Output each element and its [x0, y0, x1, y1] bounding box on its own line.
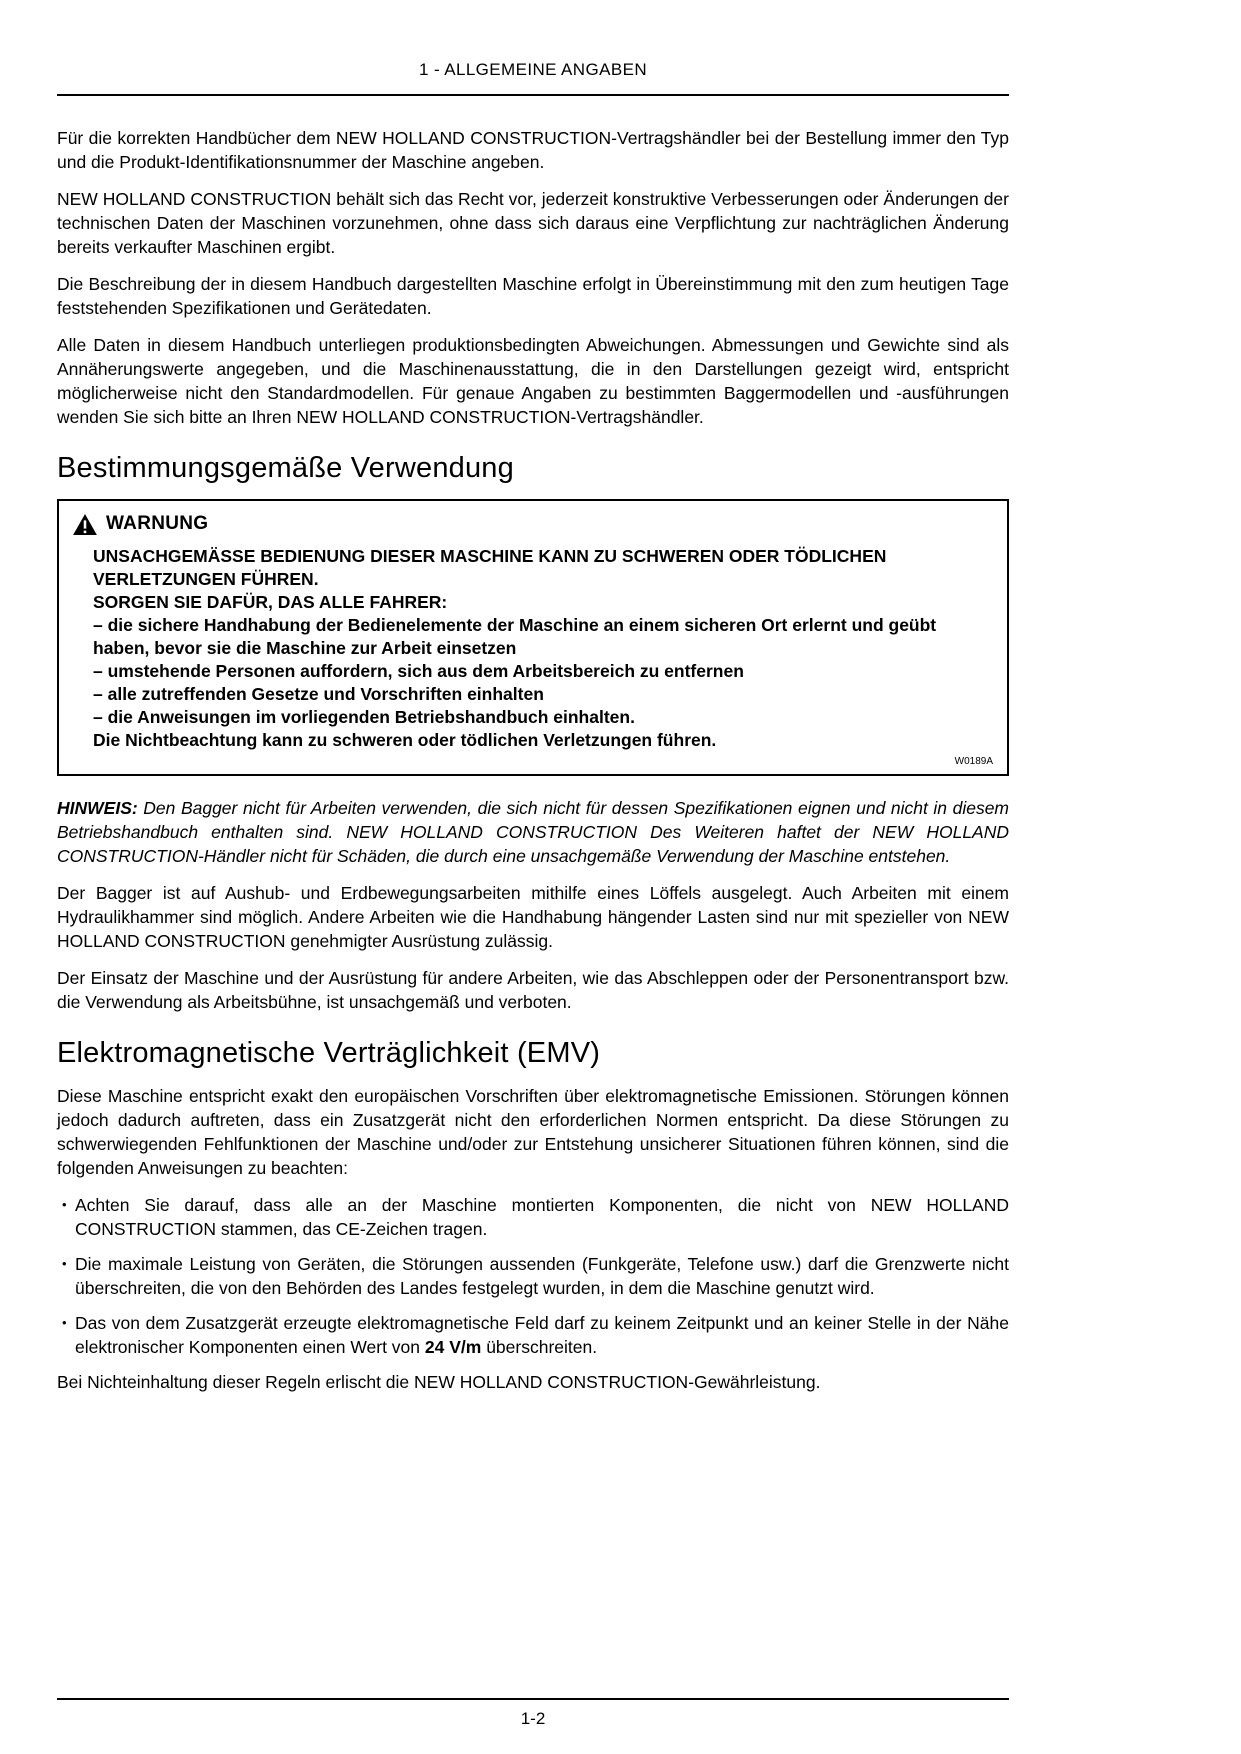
- page-content: [57, 96, 1009, 1394]
- warning-line: – umstehende Personen auffordern, sich aus dem Arbeitsbereich zu entfernen: [93, 661, 744, 681]
- note-paragraph: [57, 796, 1009, 868]
- intro-paragraph: Alle Daten in diesem Handbuch unterliegen produktionsbedingten Abweichungen. Abmessungen und Gewichte sind als Annäherungswerte angegeben, und die Maschinenausstattung, die in den Darstellungen gezeigt wird, entspricht möglicherweise nicht den Standardmodellen. Für genaue Angaben zu bestimmten Baggermodellen und -ausführungen wenden Sie sich bitte an Ihren NEW HOLLAND CONSTRUCTION-Vertragshändler.: [57, 335, 1009, 427]
- bullet-marker: •: [62, 1197, 67, 1212]
- emv-bullet-list: [57, 1193, 1009, 1359]
- footer-rule: [57, 1698, 1009, 1700]
- bullet-item: [57, 1311, 1009, 1359]
- bullet-text-post: überschreiten.: [481, 1337, 598, 1357]
- warning-line: Die Nichtbeachtung kann zu schweren oder tödlichen Verletzungen führen.: [93, 730, 717, 750]
- intro-paragraph: Für die korrekten Handbücher dem NEW HOLLAND CONSTRUCTION-Vertragshändler bei der Bestellung immer den Typ und die Produkt-Identifikationsnummer der Maschine angeben.: [57, 128, 1009, 172]
- warning-line: SORGEN SIE DAFÜR, DAS ALLE FAHRER:: [93, 592, 448, 612]
- bullet-text: [75, 1311, 1009, 1359]
- emv-intro-paragraph: Diese Maschine entspricht exakt den europäischen Vorschriften über elektromagnetische Emissionen. Störungen können jedoch dadurch auftreten, dass ein Zusatzgerät nicht den erforderlichen Normen entspricht. Da diese Störungen zu schwerwiegenden Fehlfunktionen der Maschine und/oder zur Entstehung unsicherer Situationen führen können, sind die folgenden Anweisungen zu beachten:: [57, 1086, 1009, 1178]
- bullet-text: Achten Sie darauf, dass alle an der Maschine montierten Komponenten, die nicht von NEW HOLLAND CONSTRUCTION stammen, das CE-Zeichen tragen.: [75, 1195, 1009, 1239]
- warning-label: WARNUNG: [106, 513, 209, 534]
- emv-closing-paragraph: Bei Nichteinhaltung dieser Regeln erlischt die NEW HOLLAND CONSTRUCTION-Gewährleistung.: [57, 1372, 821, 1392]
- note-text: Den Bagger nicht für Arbeiten verwenden, die sich nicht für dessen Spezifikationen eignen und nicht in diesem Betriebshandbuch enthalten sind. NEW HOLLAND CONSTRUCTION Des Weiteren haftet der NEW HOLLAND CONSTRUCTION-Händler nicht für Schäden, die durch eine unsachgemäße Verwendung der Maschine entstehen.: [57, 798, 1009, 866]
- page-header: [57, 0, 1009, 96]
- bullet-marker: •: [62, 1315, 67, 1330]
- warning-box: [57, 499, 1009, 776]
- bullet-item: [57, 1193, 1009, 1241]
- warning-line: – alle zutreffenden Gesetze und Vorschriften einhalten: [93, 684, 544, 704]
- warning-reference-code: W0189A: [954, 756, 993, 767]
- intro-paragraph: Die Beschreibung der in diesem Handbuch dargestellten Maschine erfolgt in Übereinstimmung mit den zum heutigen Tage feststehenden Spezifikationen und Gerätedaten.: [57, 274, 1009, 318]
- usage-paragraph: Der Einsatz der Maschine und der Ausrüstung für andere Arbeiten, wie das Abschleppen oder der Personentransport bzw. die Verwendung als Arbeitsbühne, ist unsachgemäß und verboten.: [57, 968, 1009, 1012]
- warning-line: – die sichere Handhabung der Bedienelemente der Maschine an einem sicheren Ort erlernt und geübt haben, bevor sie die Maschine zur Arbeit einsetzen: [93, 615, 937, 658]
- section-title-intended-use: Bestimmungsgemäße Verwendung: [57, 452, 514, 484]
- bullet-text-bold: 24 V/m: [424, 1337, 482, 1357]
- bullet-text-pre: Das von dem Zusatzgerät erzeugte elektromagnetische Feld darf zu keinem Zeitpunkt und an keiner Stelle in der Nähe elektronischer Komponenten einen Wert von: [75, 1313, 1009, 1357]
- warning-line: UNSACHGEMÄSSE BEDIENUNG DIESER MASCHINE KANN ZU SCHWEREN ODER TÖDLICHEN VERLETZUNGEN FÜHREN.: [93, 546, 887, 589]
- page-number: 1-2: [520, 1709, 546, 1728]
- bullet-marker: •: [62, 1256, 67, 1271]
- warning-header: [73, 513, 993, 535]
- intro-paragraph: NEW HOLLAND CONSTRUCTION behält sich das Recht vor, jederzeit konstruktive Verbesserungen oder Änderungen der technischen Daten der Maschinen vorzunehmen, ohne dass sich daraus eine Verpflichtung zur nachträglichen Änderung bereits verkaufter Maschinen ergibt.: [57, 189, 1009, 257]
- warning-body: [93, 545, 993, 752]
- note-label: HINWEIS:: [57, 798, 138, 818]
- usage-paragraph: Der Bagger ist auf Aushub- und Erdbewegungsarbeiten mithilfe eines Löffels ausgelegt. Auch Arbeiten mit einem Hydraulikhammer sind möglich. Andere Arbeiten wie die Handhabung hängender Lasten sind nur mit spezieller von NEW HOLLAND CONSTRUCTION genehmigter Ausrüstung zulässig.: [57, 883, 1009, 951]
- warning-line: – die Anweisungen im vorliegenden Betriebshandbuch einhalten.: [93, 707, 635, 727]
- section-title-emc: Elektromagnetische Verträglichkeit (EMV): [57, 1037, 601, 1069]
- bullet-item: [57, 1252, 1009, 1300]
- warning-triangle-icon: [73, 514, 97, 535]
- page-header-title: 1 - ALLGEMEINE ANGABEN: [419, 60, 647, 79]
- bullet-text: Die maximale Leistung von Geräten, die Störungen aussenden (Funkgeräte, Telefone usw.) darf die Grenzwerte nicht überschreiten, die von den Behörden des Landes festgelegt wurden, in dem die Maschine genutzt wird.: [75, 1254, 1009, 1298]
- page-footer: [57, 1698, 1009, 1729]
